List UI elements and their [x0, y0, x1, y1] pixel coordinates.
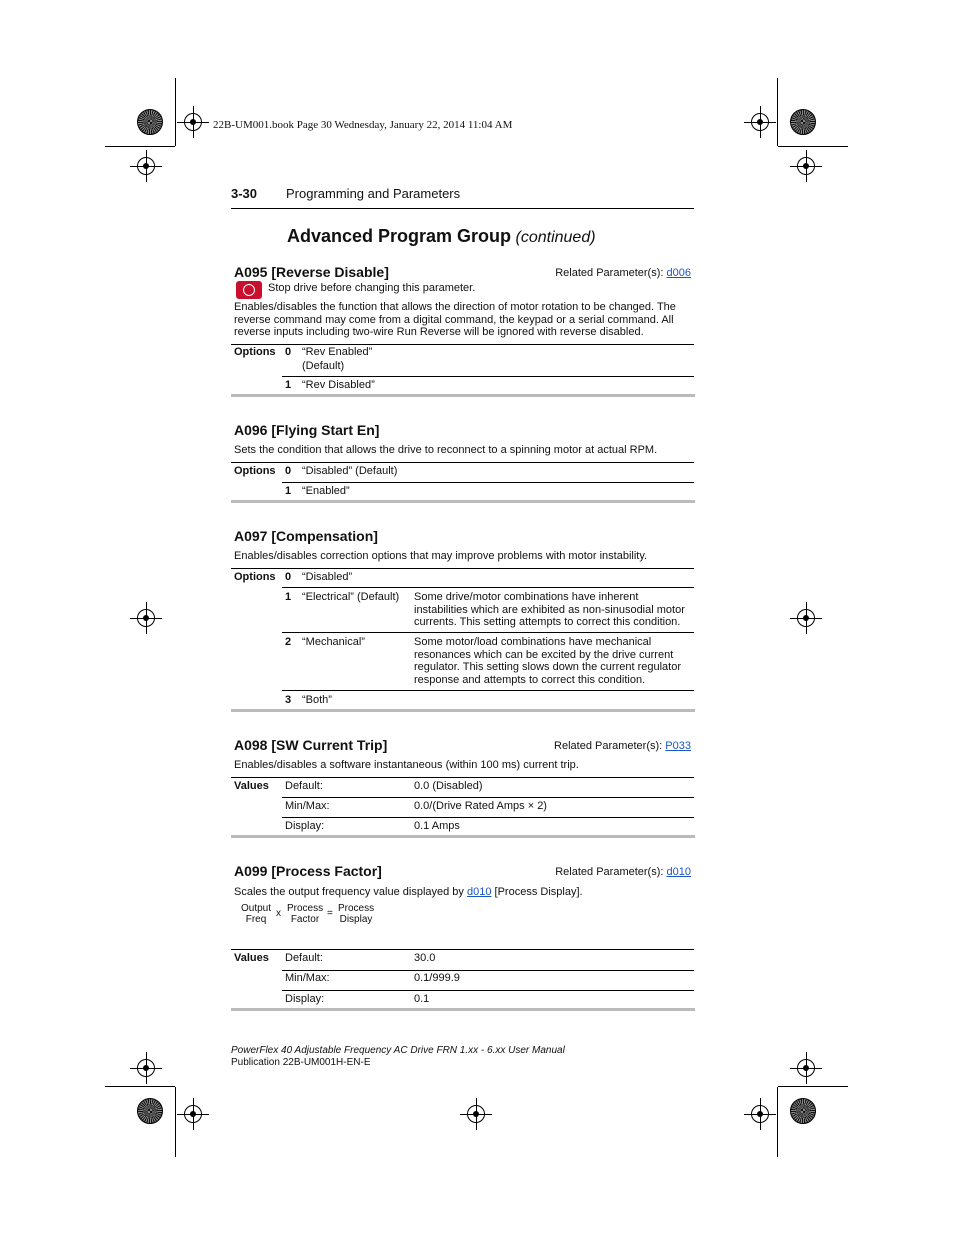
value-val: 0.1 Amps — [414, 820, 460, 832]
table-rule — [231, 344, 694, 345]
crop-mark — [777, 1087, 778, 1157]
option-label: “Electrical” (Default) — [302, 591, 400, 603]
link-d006[interactable]: d006 — [666, 267, 691, 279]
stop-icon — [236, 281, 262, 299]
param-desc-a097: Enables/disables correction options that may improve problems with motor instability. — [234, 550, 648, 562]
table-rule — [231, 462, 694, 463]
formula-term — [240, 903, 272, 925]
table-rule — [231, 777, 694, 778]
value-key: Default: — [285, 952, 323, 964]
value-key: Min/Max: — [285, 972, 330, 984]
option-desc: Some drive/motor combinations have inherent instabilities which are exhibited as non-sinusodial motor currents. This setting attempts to correct this condition. — [414, 591, 685, 628]
section-divider — [231, 1008, 695, 1011]
desc-text: Scales the output frequency value displayed by — [234, 886, 467, 898]
related-label: Related Parameter(s): — [555, 866, 664, 878]
registration-mark-icon — [184, 1105, 202, 1123]
table-rule — [282, 690, 694, 691]
crop-mark — [777, 78, 778, 146]
option-num: 1 — [285, 591, 292, 603]
option-num: 0 — [285, 346, 292, 358]
formula-op: x — [276, 908, 281, 919]
registration-mark-icon — [137, 609, 155, 627]
link-p033[interactable]: P033 — [665, 740, 691, 752]
formula-line: Display — [339, 914, 373, 925]
related-params-a095 — [555, 267, 691, 280]
section-divider — [231, 500, 695, 503]
value-val: 0.1 — [414, 993, 430, 1005]
option-num: 0 — [285, 571, 292, 583]
option-sub: (Default) — [302, 360, 345, 372]
crop-mark — [175, 1087, 176, 1157]
crop-mark — [105, 146, 175, 147]
formula-line: Process — [338, 903, 375, 914]
table-rule — [282, 587, 694, 588]
param-title-a099: A099 [Process Factor] — [234, 863, 382, 879]
page-number: 3-30 — [231, 186, 258, 201]
value-val: 0.0/(Drive Rated Amps × 2) — [414, 800, 547, 812]
formula-line: Process — [287, 903, 324, 914]
book-info: 22B-UM001.book Page 30 Wednesday, January 22, 2014 11:04 AM — [213, 119, 513, 131]
values-label: Values — [234, 952, 269, 964]
param-desc-a096: Sets the condition that allows the drive to reconnect to a spinning motor at actual RPM. — [234, 444, 658, 456]
group-title-suffix: (continued) — [515, 229, 596, 246]
formula-term — [287, 903, 323, 925]
option-num: 3 — [285, 694, 292, 706]
option-label: “Disabled” (Default) — [302, 465, 398, 477]
link-d010-inline[interactable]: d010 — [466, 886, 492, 898]
crop-mark — [778, 146, 848, 147]
option-num: 1 — [285, 379, 292, 391]
header-rule — [231, 208, 694, 209]
value-val: 0.0 (Disabled) — [414, 780, 483, 792]
registration-mark-icon — [797, 1059, 815, 1077]
options-label: Options — [234, 346, 276, 358]
value-key: Min/Max: — [285, 800, 330, 812]
param-title-a097: A097 [Compensation] — [234, 528, 378, 544]
section-divider — [231, 709, 695, 712]
table-rule — [231, 949, 694, 950]
crop-mark — [105, 1086, 175, 1087]
link-d010[interactable]: d010 — [666, 866, 691, 878]
param-desc-a095: Enables/disables the function that allows the direction of motor rotation to be changed. The reverse command may come from a digital command, the keypad or a serial command. All reverse inputs including two-wire Run Reverse will be ignored with reverse disabled. — [234, 301, 676, 338]
option-label: “Mechanical” — [302, 636, 365, 648]
related-params-a098 — [554, 740, 691, 753]
value-val: 0.1/999.9 — [414, 972, 460, 984]
registration-star-icon — [137, 1098, 163, 1124]
value-key: Display: — [285, 993, 325, 1005]
param-title-a096: A096 [Flying Start En] — [234, 422, 380, 438]
related-label: Related Parameter(s): — [555, 267, 664, 279]
stop-note: Stop drive before changing this parameter. — [268, 282, 476, 294]
section-divider — [231, 394, 695, 397]
registration-mark-icon — [751, 113, 769, 131]
registration-mark-icon — [137, 1059, 155, 1077]
formula-line: Factor — [290, 914, 320, 925]
values-label: Values — [234, 780, 269, 792]
section-divider — [231, 835, 695, 838]
value-key: Display: — [285, 820, 325, 832]
options-label: Options — [234, 465, 276, 477]
desc-text: [Process Display]. — [491, 886, 583, 898]
page-title — [287, 226, 596, 247]
options-label: Options — [234, 571, 276, 583]
table-rule — [282, 970, 694, 971]
value-key: Default: — [285, 780, 323, 792]
option-label: “Both” — [302, 694, 332, 706]
formula-term — [338, 903, 374, 925]
registration-mark-icon — [797, 609, 815, 627]
table-rule — [231, 568, 694, 569]
registration-mark-icon — [137, 157, 155, 175]
registration-mark-icon — [751, 1105, 769, 1123]
formula-line: Output — [240, 903, 272, 914]
option-label: “Rev Disabled” — [302, 379, 375, 391]
formula-line: Freq — [245, 914, 267, 925]
param-title-a095: A095 [Reverse Disable] — [234, 264, 389, 280]
option-label: “Disabled” — [302, 571, 353, 583]
option-label: “Rev Enabled” — [302, 346, 373, 358]
table-rule — [282, 632, 694, 633]
option-label: “Enabled” — [302, 485, 350, 497]
option-num: 0 — [285, 465, 292, 477]
option-num: 2 — [285, 636, 292, 648]
registration-mark-icon — [797, 157, 815, 175]
option-desc: Some motor/load combinations have mechanical resonances which can be excited by the drive current regulator. This setting slows down the current regulator response and attempts to correct this condition. — [414, 636, 681, 686]
param-desc-a099 — [234, 886, 583, 899]
table-rule — [282, 482, 694, 483]
footer-publication: Publication 22B-UM001H-EN-E — [231, 1057, 371, 1068]
formula-op: = — [327, 908, 333, 919]
related-params-a099 — [555, 866, 691, 879]
registration-mark-icon — [467, 1105, 485, 1123]
section-title: Programming and Parameters — [286, 186, 461, 201]
registration-star-icon — [790, 1098, 816, 1124]
crop-mark — [778, 1086, 848, 1087]
option-num: 1 — [285, 485, 292, 497]
crop-mark — [175, 78, 176, 146]
table-rule — [282, 817, 694, 818]
group-title-main: Advanced Program Group — [287, 226, 512, 246]
table-rule — [282, 797, 694, 798]
param-desc-a098: Enables/disables a software instantaneous (within 100 ms) current trip. — [234, 759, 579, 771]
table-rule — [282, 990, 694, 991]
footer-manual-title: PowerFlex 40 Adjustable Frequency AC Drive FRN 1.xx - 6.xx User Manual — [231, 1045, 565, 1056]
value-val: 30.0 — [414, 952, 436, 964]
registration-star-icon — [790, 109, 816, 135]
registration-star-icon — [137, 109, 163, 135]
related-label: Related Parameter(s): — [554, 740, 663, 752]
registration-mark-icon — [184, 113, 202, 131]
param-title-a098: A098 [SW Current Trip] — [234, 737, 388, 753]
table-rule — [282, 376, 694, 377]
